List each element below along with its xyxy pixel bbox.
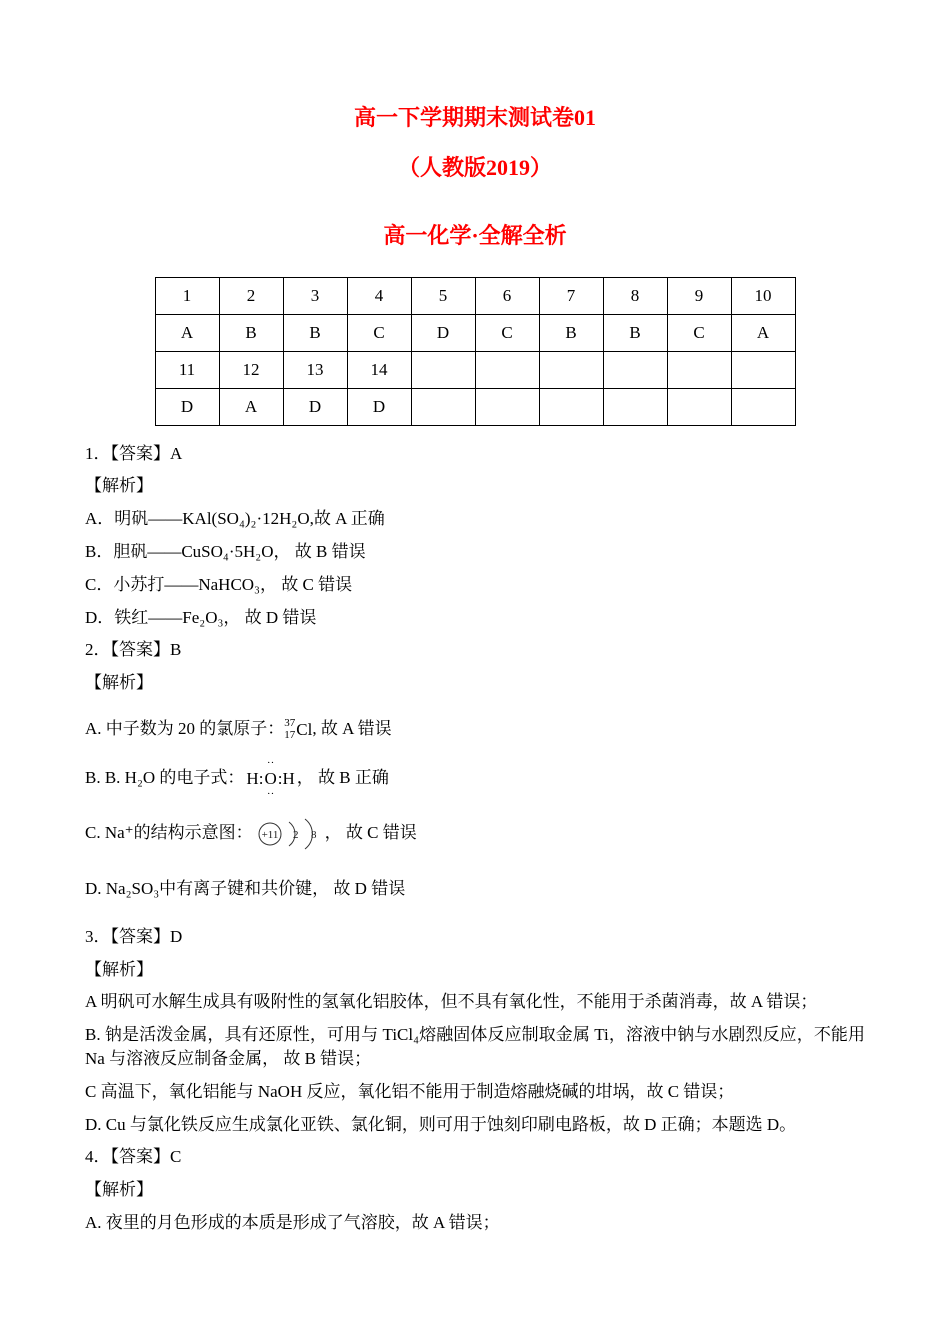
- solution-4-option-a: A. 夜里的月色形成的本质是形成了气溶胶，故 A 错误；: [85, 1212, 500, 1232]
- table-cell: D: [411, 314, 475, 351]
- isotope-mass-number: 37: [284, 717, 296, 730]
- table-cell: D: [347, 388, 411, 425]
- solution-2-option-c: [85, 815, 865, 853]
- table-cell: [603, 388, 667, 425]
- solution-2-option-d: D. Na₂SO₃中有离子键和共价键， 故 D 错误: [85, 878, 406, 898]
- table-cell: 8: [603, 277, 667, 314]
- isotope-atomic-number: 17: [284, 729, 296, 742]
- table-cell: 12: [219, 351, 283, 388]
- table-cell: B: [603, 314, 667, 351]
- option-text: ， 故 B 正确: [296, 767, 389, 787]
- formula-center-atom: ·· O ··: [264, 757, 277, 800]
- table-cell: C: [347, 314, 411, 351]
- option-text: , 故 A 错误: [312, 718, 392, 738]
- option-text: B. B. H₂O 的电子式：: [85, 767, 245, 787]
- table-cell: C: [667, 314, 731, 351]
- solution-3-option-d: D. Cu 与氯化铁反应生成氯化亚铁、氯化铜，则可用于蚀刻印刷电路板，故 D 正确；本题选 D。: [85, 1114, 797, 1134]
- table-cell: D: [283, 388, 347, 425]
- table-cell: [731, 351, 795, 388]
- table-cell: [411, 351, 475, 388]
- table-cell: A: [155, 314, 219, 351]
- table-cell: 10: [731, 277, 795, 314]
- edition-title: （人教版2019）: [397, 155, 552, 181]
- table-row: [155, 388, 795, 425]
- subtitle: 高一化学·全解全析: [383, 223, 567, 249]
- solution-4-analysis-label: 【解析】: [85, 1180, 153, 1200]
- table-cell: [539, 388, 603, 425]
- answer-key-table: [155, 277, 796, 426]
- shell-electron-count: 8: [310, 828, 317, 841]
- solution-1-option-c: C．小苏打——NaHCO₃， 故 C 错误: [85, 574, 353, 594]
- table-cell: [731, 388, 795, 425]
- table-cell: B: [539, 314, 603, 351]
- table-cell: C: [475, 314, 539, 351]
- lone-pair-dots: ··: [266, 787, 275, 800]
- option-text: A. 中子数为 20 的氯原子：: [85, 718, 285, 738]
- solution-3-option-c: C 高温下，氧化铝能与 NaOH 反应，氧化铝不能用于制造熔融烧碱的坩埚，故 C 错误；: [85, 1081, 735, 1101]
- table-cell: 5: [411, 277, 475, 314]
- nucleus-charge: +11: [261, 828, 279, 841]
- table-cell: 9: [667, 277, 731, 314]
- solution-3-option-b: B. 钠是活泼金属，具有还原性，可用与 TiCl₄熔融固体反应制取金属 Ti，溶液中钠与水剧烈反应，不能用 Na 与溶液反应制备金属， 故 B 错误；: [85, 1025, 865, 1068]
- table-cell: D: [155, 388, 219, 425]
- solution-2-option-b: [85, 757, 865, 800]
- table-cell: [667, 388, 731, 425]
- table-cell: 11: [155, 351, 219, 388]
- table-row: [155, 314, 795, 351]
- table-row: [155, 351, 795, 388]
- table-cell: [411, 388, 475, 425]
- table-cell: A: [731, 314, 795, 351]
- solution-1-analysis-label: 【解析】: [85, 476, 153, 496]
- option-text: C. Na⁺的结构示意图：: [85, 822, 253, 842]
- table-cell: [667, 351, 731, 388]
- table-cell: 4: [347, 277, 411, 314]
- table-cell: 1: [155, 277, 219, 314]
- solution-2-answer: 2．【答案】B: [85, 640, 182, 660]
- table-cell: B: [219, 314, 283, 351]
- solution-3-analysis-label: 【解析】: [85, 959, 153, 979]
- isotope-notation: [284, 718, 312, 742]
- solution-3-option-a: A 明矾可水解生成具有吸附性的氢氧化铝胶体，但不具有氧化性，不能用于杀菌消毒，故 A 错误；: [85, 992, 818, 1012]
- element-symbol: Cl: [296, 720, 313, 740]
- solution-2-analysis-label: 【解析】: [85, 673, 153, 693]
- formula-atom: H: [282, 769, 295, 789]
- solution-1-option-a: A．明矾——KAl(SO₄)₂·12H₂O,故 A 正确: [85, 509, 385, 529]
- electron-dot-formula: [244, 757, 296, 800]
- table-cell: [475, 351, 539, 388]
- table-row: [155, 277, 795, 314]
- page-title: 高一下学期期末测试卷01: [353, 105, 596, 130]
- lone-pair-dots: ··: [266, 757, 275, 770]
- table-cell: 7: [539, 277, 603, 314]
- table-cell: 3: [283, 277, 347, 314]
- table-cell: 13: [283, 351, 347, 388]
- shell-electron-count: 2: [292, 828, 299, 841]
- option-text: ， 故 C 错误: [324, 822, 417, 842]
- solution-1-option-d: D．铁红——Fe₂O₃， 故 D 错误: [85, 607, 317, 627]
- atomic-structure-diagram: [256, 815, 322, 853]
- table-cell: [475, 388, 539, 425]
- solution-2-option-a: [85, 717, 865, 742]
- table-cell: B: [283, 314, 347, 351]
- table-cell: A: [219, 388, 283, 425]
- table-cell: 14: [347, 351, 411, 388]
- solution-1-answer: 1．【答案】A: [85, 443, 183, 463]
- formula-bond: :: [277, 769, 283, 789]
- table-cell: 6: [475, 277, 539, 314]
- formula-atom: H: [246, 769, 259, 789]
- formula-bond: :: [258, 769, 264, 789]
- table-cell: [539, 351, 603, 388]
- solution-1-option-b: B．胆矾——CuSO₄·5H₂O， 故 B 错误: [85, 541, 366, 561]
- solution-4-answer: 4．【答案】C: [85, 1147, 182, 1167]
- table-cell: [603, 351, 667, 388]
- table-cell: 2: [219, 277, 283, 314]
- solution-3-answer: 3．【答案】D: [85, 926, 183, 946]
